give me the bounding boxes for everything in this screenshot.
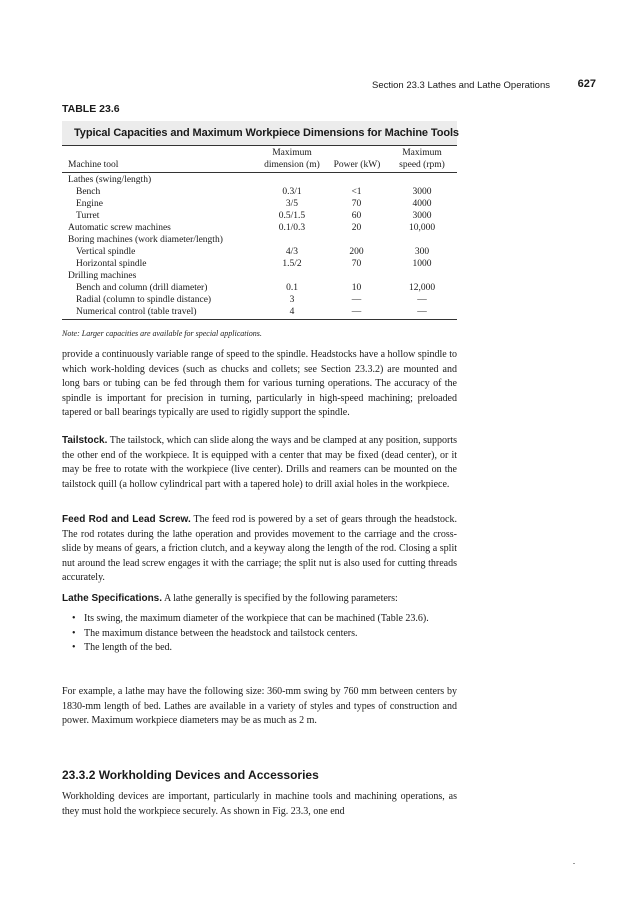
cell-machine-tool: Turret [76, 211, 100, 221]
table-row [62, 222, 457, 234]
runin-feed-rod: Feed Rod and Lead Screw. [62, 514, 191, 525]
cell-dimension: 3 [289, 295, 295, 305]
cell-power: 70 [351, 259, 362, 269]
cell-power: <1 [351, 187, 362, 197]
list-item: • The maximum distance between the headstock and tailstock centers. [72, 627, 358, 639]
list-item: • The length of the bed. [72, 642, 173, 653]
cell-speed: 300 [414, 247, 430, 257]
paragraph-lathe-specs: Lathe Specifications. A lathe generally is specified by the following parameters: [62, 593, 398, 604]
table-row [62, 282, 457, 294]
cell-machine-tool: Vertical spindle [76, 247, 136, 257]
cell-machine-tool: Automatic screw machines [68, 223, 171, 233]
header-machine-tool: Machine tool [68, 160, 119, 170]
cell-machine-tool: Bench [76, 187, 101, 197]
section-heading: 23.3.2 Workholding Devices and Accessories [62, 768, 319, 782]
page-number: 627 [577, 78, 596, 90]
cell-speed: 12,000 [408, 283, 436, 293]
cell-speed: 3000 [412, 211, 432, 221]
table-note: Note: Larger capacities are available for special applications. [62, 329, 262, 338]
cell-power: 200 [349, 247, 364, 257]
table-body [62, 174, 457, 318]
running-header [62, 78, 596, 94]
cell-speed: 1000 [412, 259, 432, 269]
table-row [62, 258, 457, 270]
cell-speed: 3000 [412, 187, 432, 197]
paragraph-workholding: Workholding devices are important, particularly in machine tools and machining operations, as they must hold the workpiece securely. As shown in Fig. 23.3, one end [62, 791, 457, 817]
cell-power: — [351, 307, 362, 317]
cell-speed: — [417, 295, 427, 305]
cell-dimension: 0.3/1 [282, 187, 302, 197]
cell-dimension: 1.5/2 [282, 259, 302, 269]
cell-machine-tool: Horizontal spindle [76, 259, 147, 269]
header-dimension-line1: Maximum [272, 148, 312, 158]
table-row [62, 270, 457, 282]
table-row [62, 210, 457, 222]
table-row [62, 234, 457, 246]
table-row [62, 246, 457, 258]
cell-dimension: 0.5/1.5 [278, 211, 306, 221]
cell-machine-tool: Numerical control (table travel) [76, 307, 197, 317]
paragraph-example: For example, a lathe may have the following size: 360-mm swing by 760 mm between centers by 1830-mm length of bed. Lathes are available in a variety of styles and types of construction and power. Maximum workpiece diameters may be as much as 2 m. [62, 686, 457, 726]
table-label: TABLE 23.6 [62, 103, 120, 115]
scan-mark [573, 863, 575, 864]
paragraph-feed-rod: Feed Rod and Lead Screw. The feed rod is powered by a set of gears through the headstock. The rod rotates during the lathe operation and provides movement to the carriage and the cross-slide by means of gears, a friction clutch, and a keyway along the length of the rod. Closing a split nut around the lead screw engages it with the carriage; the split nut is also used for cutting threads accurately. [62, 514, 457, 583]
cell-dimension: 3/5 [285, 199, 299, 209]
table-row [62, 294, 457, 306]
table-title: Typical Capacities and Maximum Workpiece Dimensions for Machine Tools [74, 127, 459, 139]
section-title: Section 23.3 Lathes and Lathe Operations [372, 80, 550, 91]
cell-dimension: 4/3 [285, 247, 299, 257]
cell-dimension: 0.1/0.3 [278, 223, 306, 233]
spec-bullet-list [62, 612, 457, 656]
header-speed-line1: Maximum [402, 148, 442, 158]
cell-power: — [351, 295, 362, 305]
table-header-rule [62, 172, 457, 173]
table-bottom-rule [62, 319, 457, 320]
cell-machine-tool: Engine [76, 199, 103, 209]
list-item: • Its swing, the maximum diameter of the workpiece that can be machined (Table 23.6). [72, 613, 429, 624]
runin-lathe-specs: Lathe Specifications. [62, 593, 163, 604]
cell-power: 60 [351, 211, 362, 221]
cell-speed: 4000 [412, 199, 432, 209]
cell-speed: 10,000 [408, 223, 436, 233]
cell-machine-tool: Radial (column to spindle distance) [76, 295, 212, 305]
table-row [62, 174, 457, 186]
paragraph-headstock: provide a continuously variable range of speed to the spindle. Headstocks have a hollow spindle to which work-holding devices (such as chucks and collets; see Section 23.3.2) are mounted and long bars or tubing can be fed through them for various turning operations. The accuracy of the spindle is important for precision in turning, particularly in high-speed machining; preloaded tapered or ball bearings typically are used to rigidly support the spindle. [62, 349, 457, 418]
cell-power: 10 [351, 283, 362, 293]
cell-dimension: 4 [289, 307, 295, 317]
table-header [62, 146, 457, 172]
runin-tailstock: Tailstock. [62, 435, 108, 446]
table-row [62, 186, 457, 198]
cell-speed: — [417, 307, 427, 317]
cell-machine-tool: Bench and column (drill diameter) [76, 283, 208, 293]
header-speed-line2: speed (rpm) [399, 160, 445, 170]
header-power: Power (kW) [333, 160, 381, 170]
cell-machine-tool: Boring machines (work diameter/length) [68, 235, 223, 245]
table-row [62, 198, 457, 210]
paragraph-tailstock: Tailstock. The tailstock, which can slide along the ways and be clamped at any position, supports the other end of the workpiece. It is equipped with a center that may be fixed (dead center), or it may be free to rotate with the workpiece (live center). Drills and reamers can be mounted on the tailstock quill (a hollow cylindrical part with a tapered hole) to drill axial holes in the workpiece. [62, 435, 458, 490]
table-row [62, 306, 457, 318]
cell-power: 20 [351, 223, 362, 233]
header-dimension-line2: dimension (m) [264, 160, 320, 170]
cell-dimension: 0.1 [286, 283, 298, 293]
cell-machine-tool: Lathes (swing/length) [68, 175, 152, 185]
cell-power: 70 [351, 199, 362, 209]
cell-machine-tool: Drilling machines [68, 271, 137, 281]
